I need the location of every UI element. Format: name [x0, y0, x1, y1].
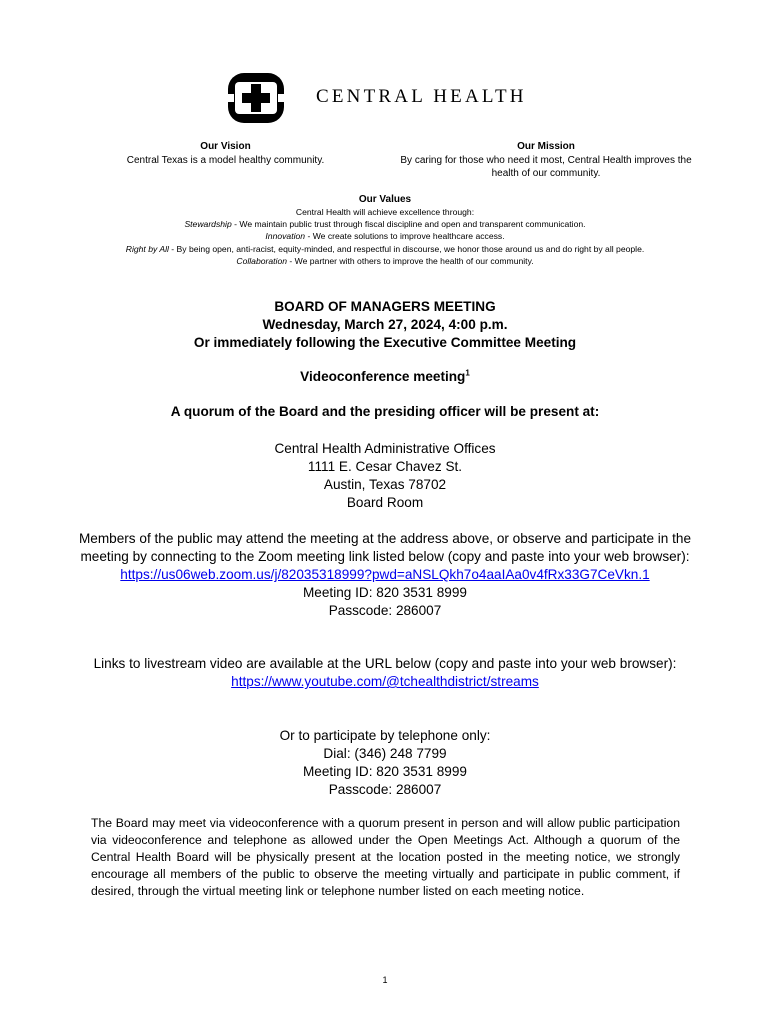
values-intro: Central Health will achieve excellence through:: [295, 207, 475, 217]
board-paragraph: The Board may meet via videoconference with a quorum present in person and will allow public participation via videoconference and telephone as allowed under the Open Meetings Act. Although a quorum of the Central Health Board will be physically present at the location posted in the meeting notice, we strongly encourage all members of the public to observe the meeting virtually and participate in public comment, if desired, through the virtual meeting link or telephone number listed on each meeting notice.: [91, 816, 680, 898]
values-block: [20, 193, 750, 267]
public-attendance: [60, 530, 710, 620]
meeting-address: [40, 440, 730, 512]
value-item: [20, 255, 750, 267]
value-item: [20, 243, 750, 255]
vision-block: [108, 140, 343, 167]
central-health-logo: [226, 70, 556, 126]
livestream-info: [60, 655, 710, 691]
videoconference-text: Videoconference meeting: [300, 369, 466, 384]
telephone-info: [60, 727, 710, 799]
vision-text: Central Texas is a model healthy community.: [126, 154, 325, 166]
meeting-header: [40, 298, 730, 352]
value-text: - We partner with others to improve the health of our community.: [287, 255, 534, 266]
address-line: 1111 E. Cesar Chavez St.: [307, 459, 463, 474]
mission-heading: Our Mission: [517, 141, 575, 152]
page-number: 1: [382, 975, 388, 985]
address-line: Board Room: [346, 495, 424, 510]
value-name: Collaboration: [236, 255, 287, 266]
phone-meeting-id: Meeting ID: 820 3531 8999: [302, 764, 467, 779]
phone-passcode: Passcode: 286007: [328, 782, 442, 797]
phone-intro: Or to participate by telephone only:: [279, 728, 491, 743]
mission-block: [400, 140, 692, 181]
zoom-link[interactable]: https://us06web.zoom.us/j/82035318999?pwd=aNSLQkh7o4aaIAa0v4fRx33G7CeVkn.1: [120, 567, 650, 582]
meeting-datetime: Wednesday, March 27, 2024, 4:00 p.m.: [262, 317, 508, 332]
value-item: [20, 218, 750, 230]
zoom-meeting-id: Meeting ID: 820 3531 8999: [302, 585, 467, 600]
logo-wordmark: CENTRAL HEALTH: [316, 86, 527, 107]
phone-dial: Dial: (346) 248 7799: [323, 746, 447, 761]
address-line: Austin, Texas 78702: [323, 477, 447, 492]
address-line: Central Health Administrative Offices: [274, 441, 496, 456]
livestream-text: Links to livestream video are available at the URL below (copy and paste into your web browser):: [93, 656, 677, 671]
zoom-passcode: Passcode: 286007: [328, 603, 442, 618]
values-heading: Our Values: [358, 194, 412, 205]
vision-heading: Our Vision: [200, 141, 251, 152]
value-text: - We create solutions to improve healthcare access.: [305, 231, 505, 242]
value-text: - By being open, anti-racist, equity-minded, and respectful in discourse, we honor those around us and do right by all people.: [168, 243, 645, 254]
footnote-mark: 1: [465, 368, 470, 378]
mission-text: By caring for those who need it most, Central Health improves the health of our community.: [400, 154, 692, 179]
value-name: Innovation: [265, 231, 306, 242]
quorum-statement: A quorum of the Board and the presiding officer will be present at:: [170, 404, 600, 419]
meeting-title: BOARD OF MANAGERS MEETING: [274, 299, 496, 314]
medical-cross-icon: [226, 70, 286, 126]
videoconference-line: [40, 369, 730, 384]
value-text: - We maintain public trust through fiscal discipline and open and transparent communication.: [231, 219, 586, 230]
public-text: Members of the public may attend the meeting at the address above, or observe and participate in the meeting by connecting to the Zoom meeting link listed below (copy and paste into your web browser):: [78, 531, 692, 564]
value-item: [20, 230, 750, 242]
value-name: Stewardship: [184, 219, 232, 230]
value-name: Right by All: [125, 243, 169, 254]
youtube-link[interactable]: https://www.youtube.com/@tchealthdistrict/streams: [231, 674, 539, 689]
meeting-following: Or immediately following the Executive Committee Meeting: [193, 335, 577, 350]
